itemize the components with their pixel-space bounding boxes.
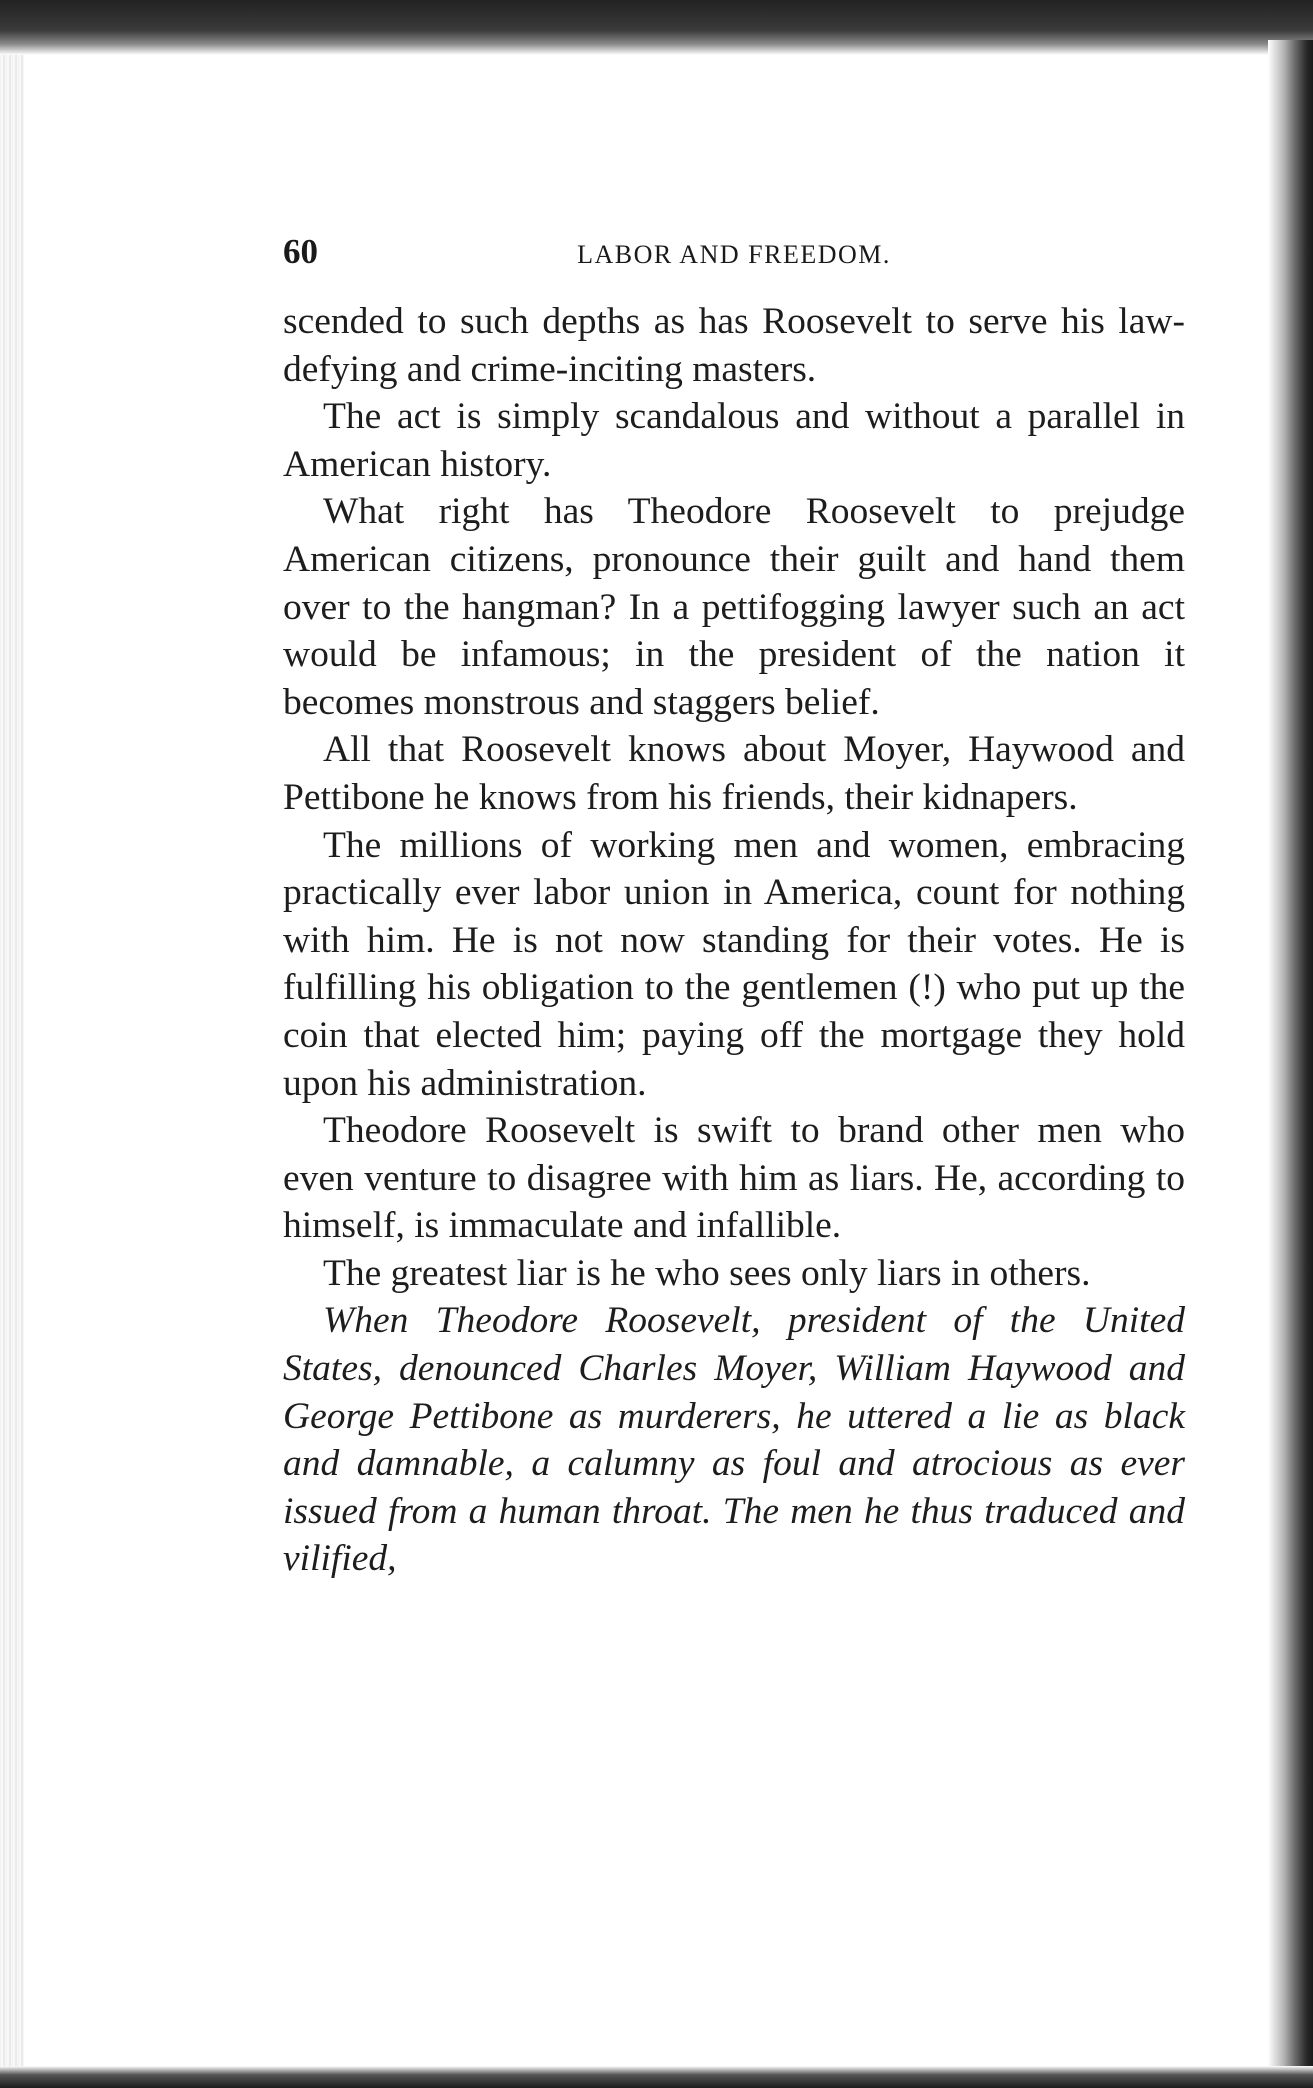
running-head: LABOR AND FREEDOM. — [577, 240, 891, 269]
paragraph: The act is simply scandalous and without a parallel in American history. — [283, 396, 1185, 485]
paragraph: The greatest liar is he who sees only liars in others. — [323, 1252, 1091, 1294]
paragraph: What right has Theodore Roosevelt to prejudge American citizens, pronounce their guilt and hand them over to the hangman? In a pettifogging lawyer such an act would be infamous; in the president of the nation it becomes monstrous and staggers belief. — [283, 491, 1185, 723]
paragraph-italic: When Theodore Roosevelt, president of the United States, denounced Charles Moyer, William Haywood and George Pettibone as murderers, he uttered a lie as black and damnable, a calumny as foul and atrocious as ever issued from a human throat. The men he thus traduced and vilified, — [283, 1300, 1185, 1580]
paragraph: Theodore Roosevelt is swift to brand other men who even venture to disagree with him as liars. He, according to himself, is immaculate and infallible. — [283, 1110, 1185, 1247]
page-header — [283, 232, 1185, 282]
page-number: 60 — [283, 232, 318, 271]
paragraph-continuation: scended to such depths as has Roosevelt to serve his law-defying and crime-inciting masters. — [283, 301, 1185, 390]
paragraph: All that Roosevelt knows about Moyer, Haywood and Pettibone he knows from his friends, their kidnapers. — [283, 729, 1185, 818]
paragraph: The millions of working men and women, embracing practically ever labor union in America, count for nothing with him. He is not now standing for their votes. He is fulfilling his obligation to the gentlemen (!) who put up the coin that elected him; paying off the mortgage they hold upon his administration. — [283, 824, 1185, 1104]
body-text — [283, 298, 1185, 1583]
